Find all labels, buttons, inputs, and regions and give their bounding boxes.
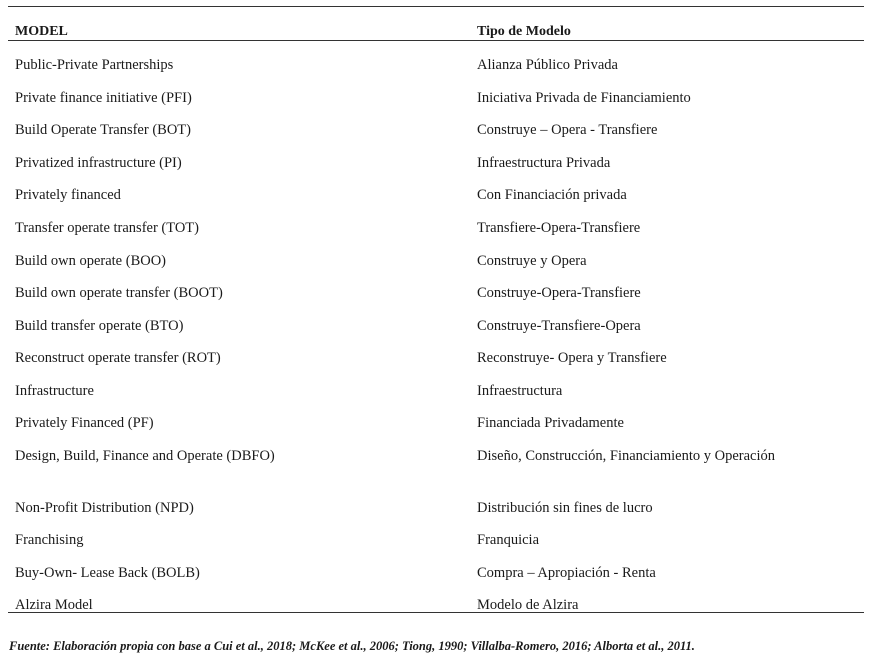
cell-model: Privatized infrastructure (PI) xyxy=(15,155,182,171)
table-row xyxy=(8,57,864,81)
cell-model: Build own operate (BOO) xyxy=(15,253,167,269)
table-row xyxy=(8,532,864,556)
table-row xyxy=(8,565,864,589)
table-row xyxy=(8,597,864,621)
cell-tipo: Iniciativa Privada de Financiamiento xyxy=(477,90,691,106)
cell-model: Build transfer operate (BTO) xyxy=(15,318,184,334)
cell-tipo: Reconstruye- Opera y Transfiere xyxy=(477,350,667,366)
cell-model: Privately financed xyxy=(15,187,121,203)
table-row xyxy=(8,448,864,472)
cell-model: Franchising xyxy=(15,532,84,548)
table-row xyxy=(8,500,864,524)
cell-tipo: Construye – Opera - Transfiere xyxy=(477,122,658,138)
cell-model: Public-Private Partnerships xyxy=(15,57,174,73)
source-note: Fuente: Elaboración propia con base a Cui et al., 2018; McKee et al., 2006; Tiong, 1990; Villalba-Romero, 2016; Alborta et al., 2011. xyxy=(9,639,695,653)
cell-model: Non-Profit Distribution (NPD) xyxy=(15,500,194,516)
cell-tipo: Financiada Privadamente xyxy=(477,415,624,431)
cell-tipo: Modelo de Alzira xyxy=(477,597,579,613)
cell-model: Build own operate transfer (BOOT) xyxy=(15,285,223,301)
cell-tipo: Construye-Opera-Transfiere xyxy=(477,285,641,301)
cell-tipo: Alianza Público Privada xyxy=(477,57,618,73)
table-row xyxy=(8,383,864,407)
cell-tipo: Franquicia xyxy=(477,532,540,548)
cell-tipo: Construye-Transfiere-Opera xyxy=(477,318,641,334)
table-row xyxy=(8,285,864,309)
table-row xyxy=(8,415,864,439)
table-header xyxy=(8,7,864,41)
cell-model: Private finance initiative (PFI) xyxy=(15,90,192,106)
table-row xyxy=(8,253,864,277)
cell-model: Build Operate Transfer (BOT) xyxy=(15,122,191,138)
cell-tipo: Compra – Apropiación - Renta xyxy=(477,565,656,581)
cell-tipo: Construye y Opera xyxy=(477,253,587,269)
table-bottom-rule xyxy=(8,612,864,613)
header-tipo-de-modelo: Tipo de Modelo xyxy=(477,24,571,39)
table-row xyxy=(8,155,864,179)
table-row xyxy=(8,220,864,244)
cell-tipo: Con Financiación privada xyxy=(477,187,627,203)
table-row xyxy=(8,90,864,114)
cell-model: Design, Build, Finance and Operate (DBFO) xyxy=(15,448,275,464)
cell-model: Privately Financed (PF) xyxy=(15,415,154,431)
cell-tipo: Distribución sin fines de lucro xyxy=(477,500,653,516)
cell-model: Buy-Own- Lease Back (BOLB) xyxy=(15,565,200,581)
models-table xyxy=(8,6,864,613)
table-row xyxy=(8,318,864,342)
cell-tipo: Infraestructura Privada xyxy=(477,155,611,171)
header-model: MODEL xyxy=(15,24,68,39)
cell-tipo: Infraestructura xyxy=(477,383,563,399)
table-row xyxy=(8,187,864,211)
cell-model: Transfer operate transfer (TOT) xyxy=(15,220,199,236)
table-row xyxy=(8,122,864,146)
cell-model: Infrastructure xyxy=(15,383,94,399)
cell-tipo: Diseño, Construcción, Financiamiento y Operación xyxy=(477,448,775,464)
cell-tipo: Transfiere-Opera-Transfiere xyxy=(477,220,641,236)
cell-model: Alzira Model xyxy=(15,597,93,613)
table-row xyxy=(8,350,864,374)
cell-model: Reconstruct operate transfer (ROT) xyxy=(15,350,221,366)
